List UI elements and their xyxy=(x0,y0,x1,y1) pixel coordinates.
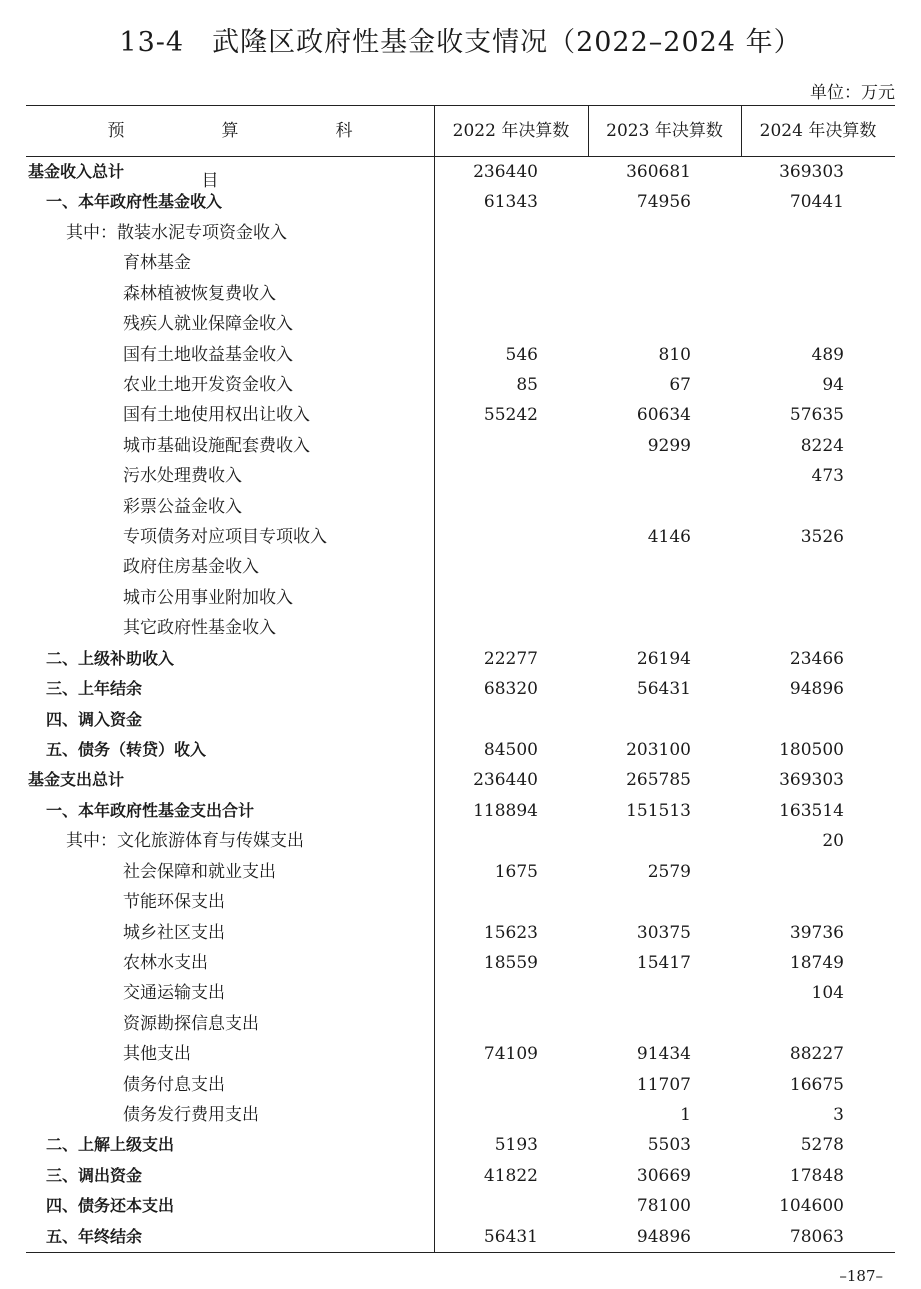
row-label: 其中：文化旅游体育与传媒支出 xyxy=(66,831,304,852)
value-2023: 91434 xyxy=(636,1044,691,1065)
table-row xyxy=(26,370,895,400)
value-2022: 84500 xyxy=(483,739,538,760)
value-2024: 57635 xyxy=(789,405,844,426)
table-row xyxy=(26,887,895,917)
table-row xyxy=(26,857,895,887)
row-label: 其中：散装水泥专项资金收入 xyxy=(66,222,287,243)
value-2023: 1 xyxy=(680,1105,691,1126)
value-2022: 5193 xyxy=(494,1135,538,1156)
value-2024: 39736 xyxy=(789,922,844,943)
row-label: 育林基金 xyxy=(123,253,191,274)
row-label: 节能环保支出 xyxy=(123,892,225,913)
table-row xyxy=(26,400,895,430)
row-label: 四、债务还本支出 xyxy=(46,1196,175,1216)
header-2024: 2024 年决算数 xyxy=(759,121,877,141)
value-2024: 489 xyxy=(811,344,844,365)
value-2024: 8224 xyxy=(800,435,844,456)
value-2023: 151513 xyxy=(626,800,691,821)
table-row xyxy=(26,918,895,948)
value-2023: 360681 xyxy=(626,162,691,182)
row-label: 二、上解上级支出 xyxy=(46,1135,175,1155)
value-2024: 163514 xyxy=(779,800,844,821)
value-2024: 180500 xyxy=(779,739,844,760)
row-label: 城市公用事业附加收入 xyxy=(123,587,293,608)
value-2023: 30669 xyxy=(636,1165,691,1186)
value-2023: 74956 xyxy=(636,192,691,213)
table-row xyxy=(26,1100,895,1130)
table-row xyxy=(26,340,895,370)
row-label: 残疾人就业保障金收入 xyxy=(123,314,293,335)
value-2023: 78100 xyxy=(636,1196,691,1217)
table-row xyxy=(26,218,895,248)
unit-label: 单位：万元 xyxy=(810,83,895,103)
value-2022: 22277 xyxy=(483,648,538,669)
row-label: 彩票公益金收入 xyxy=(123,496,242,517)
value-2022: 74109 xyxy=(483,1044,538,1065)
value-2022: 18559 xyxy=(483,952,538,973)
row-label: 三、上年结余 xyxy=(46,679,143,699)
table-row xyxy=(26,826,895,856)
row-label: 二、上级补助收入 xyxy=(46,648,175,668)
header-subject: 预 算 科 目 xyxy=(107,121,450,191)
table-row xyxy=(26,1070,895,1100)
row-label: 专项债务对应项目专项收入 xyxy=(123,527,327,548)
value-2023: 2579 xyxy=(647,861,691,882)
table-row xyxy=(26,735,895,765)
table-row xyxy=(26,1222,895,1252)
value-2022: 56431 xyxy=(483,1226,538,1247)
table-row xyxy=(26,1130,895,1160)
table-row xyxy=(26,613,895,643)
value-2024: 3526 xyxy=(800,527,844,548)
value-2023: 203100 xyxy=(626,739,691,760)
row-label: 一、本年政府性基金收入 xyxy=(46,192,223,212)
value-2022: 68320 xyxy=(483,679,538,700)
table-row xyxy=(26,644,895,674)
value-2024: 369303 xyxy=(779,770,844,791)
value-2024: 16675 xyxy=(789,1074,844,1095)
row-label: 五、债务（转贷）收入 xyxy=(46,739,207,759)
row-label: 其他支出 xyxy=(123,1044,191,1065)
row-label: 农业土地开发资金收入 xyxy=(123,374,293,395)
value-2023: 4146 xyxy=(647,527,691,548)
row-label: 政府住房基金收入 xyxy=(123,557,259,578)
table-row xyxy=(26,1161,895,1191)
value-2024: 104 xyxy=(811,983,844,1004)
row-label: 三、调出资金 xyxy=(46,1165,143,1185)
table-bottom-rule xyxy=(26,1252,895,1253)
value-2024: 94 xyxy=(822,374,844,395)
header-2022: 2022 年决算数 xyxy=(452,121,570,141)
value-2024: 3 xyxy=(833,1105,844,1126)
value-2022: 41822 xyxy=(483,1165,538,1186)
table-row xyxy=(26,522,895,552)
row-label: 基金收入总计 xyxy=(28,162,125,181)
value-2024: 104600 xyxy=(779,1196,844,1217)
value-2023: 265785 xyxy=(626,770,691,791)
value-2024: 369303 xyxy=(779,162,844,182)
value-2024: 18749 xyxy=(789,952,844,973)
table-row xyxy=(26,1191,895,1221)
table-row xyxy=(26,157,895,187)
value-2022: 118894 xyxy=(473,800,538,821)
table-row xyxy=(26,492,895,522)
table-row xyxy=(26,248,895,278)
table-row xyxy=(26,431,895,461)
row-label: 污水处理费收入 xyxy=(123,466,242,487)
value-2023: 67 xyxy=(669,374,691,395)
row-label: 一、本年政府性基金支出合计 xyxy=(46,800,255,820)
value-2024: 20 xyxy=(822,831,844,852)
row-label: 森林植被恢复费收入 xyxy=(123,283,276,304)
value-2024: 23466 xyxy=(789,648,844,669)
table-row xyxy=(26,674,895,704)
row-label: 基金支出总计 xyxy=(28,770,125,790)
table-row xyxy=(26,796,895,826)
value-2022: 55242 xyxy=(483,405,538,426)
value-2022: 546 xyxy=(505,344,538,365)
table-row xyxy=(26,279,895,309)
row-label: 国有土地使用权出让收入 xyxy=(123,405,310,426)
row-label: 农林水支出 xyxy=(123,952,208,973)
row-label: 债务付息支出 xyxy=(123,1074,225,1095)
value-2023: 15417 xyxy=(636,952,691,973)
table-row xyxy=(26,978,895,1008)
row-label: 债务发行费用支出 xyxy=(123,1105,259,1126)
value-2023: 60634 xyxy=(636,405,691,426)
row-label: 四、调入资金 xyxy=(46,709,143,729)
value-2023: 30375 xyxy=(636,922,691,943)
value-2022: 1675 xyxy=(494,861,538,882)
table-row xyxy=(26,1009,895,1039)
value-2024: 70441 xyxy=(789,192,844,213)
value-2023: 11707 xyxy=(636,1074,691,1095)
table-row xyxy=(26,187,895,217)
row-label: 资源勘探信息支出 xyxy=(123,1013,259,1034)
table-row xyxy=(26,583,895,613)
table-row xyxy=(26,765,895,795)
table-row xyxy=(26,309,895,339)
value-2022: 236440 xyxy=(473,162,538,182)
value-2024: 5278 xyxy=(800,1135,844,1156)
page-title: 13-4 武隆区政府性基金收支情况（2022–2024 年） xyxy=(119,27,802,58)
table-row xyxy=(26,1039,895,1069)
value-2024: 78063 xyxy=(789,1226,844,1247)
value-2023: 9299 xyxy=(647,435,691,456)
value-2022: 236440 xyxy=(473,770,538,791)
value-2023: 810 xyxy=(658,344,691,365)
row-label: 城市基础设施配套费收入 xyxy=(123,435,310,456)
row-label: 社会保障和就业支出 xyxy=(123,861,276,882)
value-2023: 94896 xyxy=(636,1226,691,1247)
value-2024: 94896 xyxy=(789,679,844,700)
table-row xyxy=(26,705,895,735)
value-2022: 61343 xyxy=(483,192,538,213)
header-2023: 2023 年决算数 xyxy=(606,121,723,141)
row-label: 城乡社区支出 xyxy=(123,922,225,943)
page-number: –187– xyxy=(839,1267,883,1285)
table-row xyxy=(26,461,895,491)
row-label: 其它政府性基金收入 xyxy=(123,618,276,639)
value-2024: 17848 xyxy=(789,1165,844,1186)
table-row xyxy=(26,552,895,582)
value-2022: 15623 xyxy=(483,922,538,943)
value-2024: 88227 xyxy=(789,1044,844,1065)
table-row xyxy=(26,948,895,978)
row-label: 国有土地收益基金收入 xyxy=(123,344,293,365)
value-2024: 473 xyxy=(811,466,844,487)
row-label: 交通运输支出 xyxy=(123,983,225,1004)
value-2022: 85 xyxy=(516,374,538,395)
value-2023: 26194 xyxy=(636,648,691,669)
value-2023: 5503 xyxy=(647,1135,691,1156)
row-label: 五、年终结余 xyxy=(46,1226,143,1246)
value-2023: 56431 xyxy=(636,679,691,700)
